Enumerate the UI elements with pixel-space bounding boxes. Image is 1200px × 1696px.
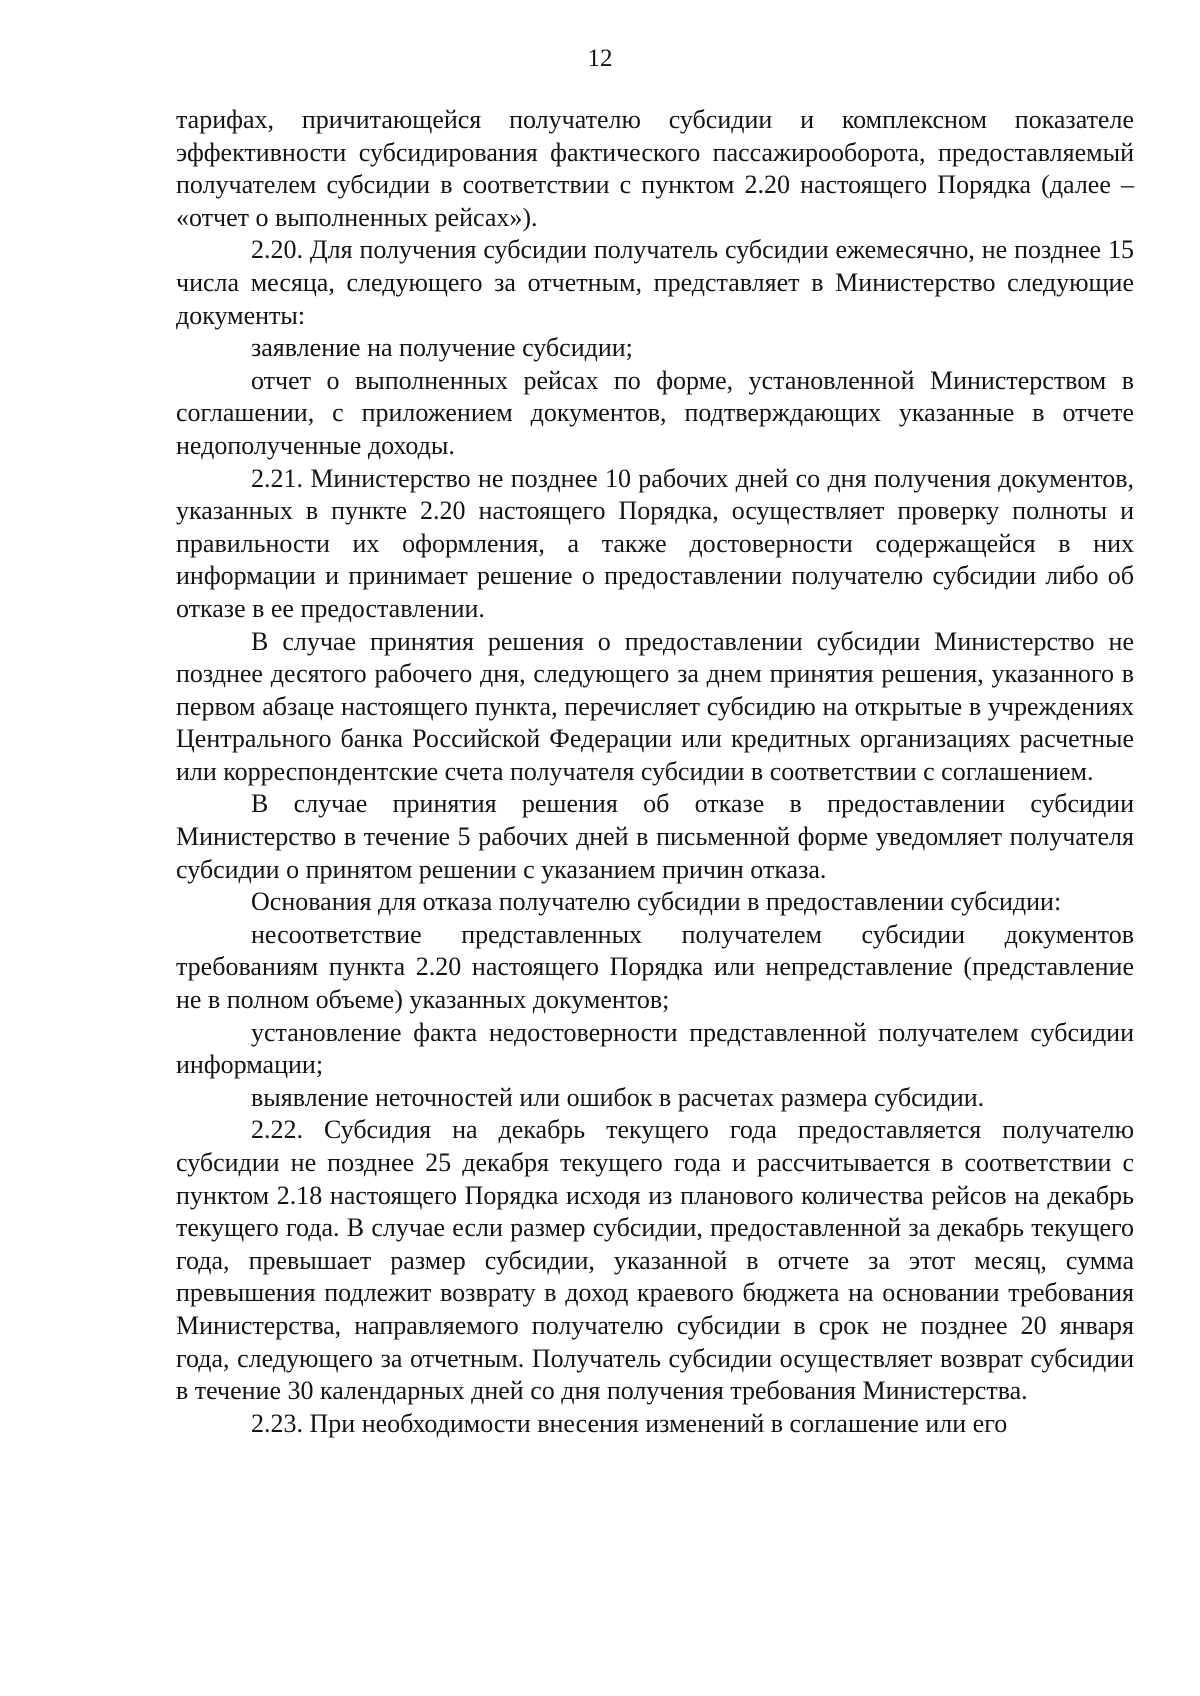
- paragraph-approval-case: В случае принятия решения о предоставлении субсидии Министерство не позднее десятого рабочего дня, следующего за днем принятия решения, указанного в первом абзаце настоящего пункта, перечисляет субсидию на открытые в учреждениях Центрального банка Российской Федерации или кредитных организациях расчетные или корреспондентские счета получателя субсидии в соответствии с соглашением.: [176, 626, 1134, 786]
- paragraph-report-item: отчет о выполненных рейсах по форме, установленной Министерством в соглашении, с приложением документов, подтверждающих указанные в отчете недополученные доходы.: [176, 365, 1134, 460]
- paragraph-refusal-case: В случае принятия решения об отказе в предоставлении субсидии Министерство в течение 5 рабочих дней в письменной форме уведомляет получателя субсидии о принятом решении с указанием причин отказа.: [176, 789, 1134, 884]
- paragraph-ground-errors: выявление неточностей или ошибок в расчетах размера субсидии.: [251, 1082, 985, 1112]
- paragraph-application-item: заявление на получение субсидии;: [251, 333, 633, 363]
- page-number: 12: [587, 45, 613, 72]
- paragraph-2-23: 2.23. При необходимости внесения изменений в соглашение или его: [251, 1408, 1008, 1438]
- paragraph-2-21: 2.21. Министерство не позднее 10 рабочих дней со дня получения документов, указанных в пункте 2.20 настоящего Порядка, осуществляет проверку полноты и правильности их оформления, а также достоверности содержащейся в них информации и принимает решение о предоставлении получателю субсидии либо об отказе в ее предоставлении.: [176, 463, 1134, 623]
- paragraph-2-22: 2.22. Субсидия на декабрь текущего года предоставляется получателю субсидии не позднее 25 декабря текущего года и рассчитывается в соответствии с пунктом 2.18 настоящего Порядка исходя из планового количества рейсов на декабрь текущего года. В случае если размер субсидии, предоставленной за декабрь текущего года, превышает размер субсидии, указанной в отчете за этот месяц, сумма превышения подлежит возврату в доход краевого бюджета на основании требования Министерства, направляемого получателю субсидии в срок не позднее 20 января года, следующего за отчетным. Получатель субсидии осуществляет возврат субсидии в течение 30 календарных дней со дня получения требования Министерства.: [176, 1115, 1134, 1406]
- paragraph-refusal-grounds: Основания для отказа получателю субсидии в предоставлении субсидии:: [251, 887, 1062, 917]
- paragraph-report-definition-continued: тарифах, причитающейся получателю субсидии и комплексном показателе эффективности субсидирования фактического пассажирооборота, предоставляемый получателем субсидии в соответствии с пунктом 2.20 настоящего Порядка (далее – «отчет о выполненных рейсах»).: [176, 105, 1134, 232]
- paragraph-ground-inaccuracy: установление факта недостоверности представленной получателем субсидии информации;: [176, 1017, 1134, 1080]
- document-body: [176, 104, 1134, 1440]
- paragraph-2-20: 2.20. Для получения субсидии получатель субсидии ежемесячно, не позднее 15 числа месяца, следующего за отчетным, представляет в Министерство следующие документы:: [176, 235, 1134, 330]
- paragraph-ground-noncompliance: несоответствие представленных получателем субсидии документов требованиям пункта 2.20 настоящего Порядка или непредставление (представление не в полном объеме) указанных документов;: [176, 919, 1134, 1015]
